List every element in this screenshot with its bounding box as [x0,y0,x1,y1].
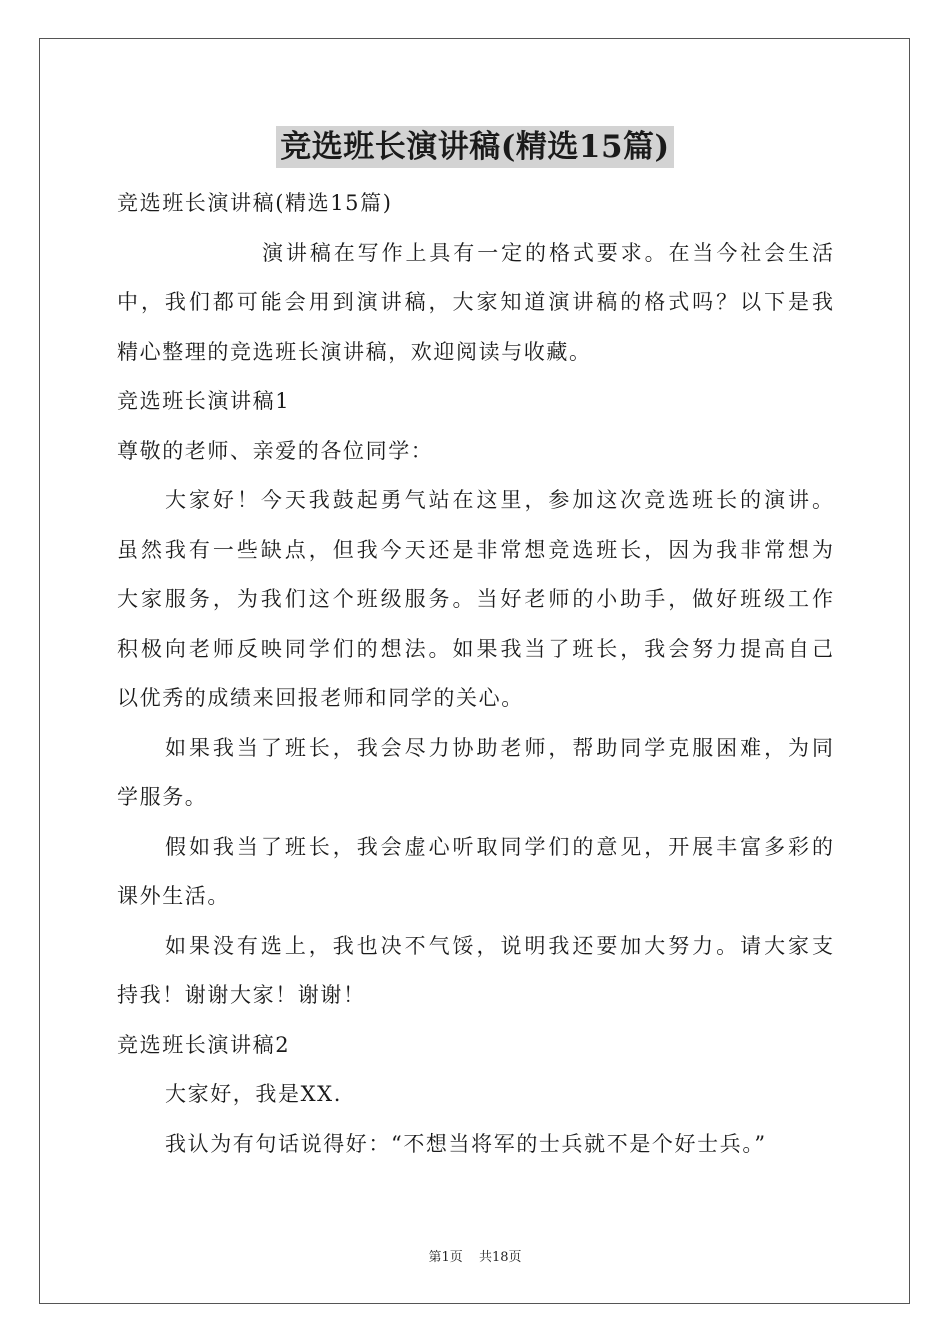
salutation-line: 尊敬的老师、亲爱的各位同学： [117,438,434,463]
section-heading-2: 竞选班长演讲稿2 [117,1032,291,1057]
paragraph-line: 我认为有句话说得好：“不想当将军的士兵就不是个好士兵。” [165,1131,767,1156]
intro-line-3: 精心整理的竞选班长演讲稿，欢迎阅读与收藏。 [117,339,592,364]
intro-line-2: 中，我们都可能会用到演讲稿，大家知道演讲稿的格式吗？以下是我 [117,290,833,314]
subtitle-line: 竞选班长演讲稿(精选15篇) [117,191,393,215]
paragraph-line: 持我！谢谢大家！谢谢！ [117,983,366,1007]
paragraph-line: 如果没有选上，我也决不气馁，说明我还要加大努力。请大家支 [165,933,833,958]
title-container [0,126,950,168]
paragraph-line: 大家好，我是XX. [165,1082,342,1106]
paragraph-line: 如果我当了班长，我会尽力协助老师，帮助同学克服困难，为同 [165,735,833,760]
page-number: 第1页 [428,1250,463,1265]
document-title: 竞选班长演讲稿(精选15篇) [276,126,673,168]
paragraph-line: 积极向老师反映同学们的想法。如果我当了班长，我会努力提高自己 [117,636,833,661]
paragraph-line: 大家好！今天我鼓起勇气站在这里，参加这次竞选班长的演讲。 [165,488,833,512]
total-pages: 共18页 [478,1250,522,1265]
document-body [117,179,833,1169]
paragraph-line: 虽然我有一些缺点，但我今天还是非常想竞选班长，因为我非常想为 [117,537,833,562]
section-heading-1: 竞选班长演讲稿1 [117,389,291,413]
page-footer [0,1246,950,1265]
paragraph-line: 以优秀的成绩来回报老师和同学的关心。 [117,686,524,710]
paragraph-line: 假如我当了班长，我会虚心听取同学们的意见，开展丰富多彩的 [165,834,833,859]
paragraph-line: 学服务。 [117,785,208,809]
intro-line-1: 演讲稿在写作上具有一定的格式要求。在当今社会生活 [262,240,833,265]
paragraph-line: 大家服务，为我们这个班级服务。当好老师的小助手，做好班级工作 [117,587,833,611]
paragraph-line: 课外生活。 [117,884,230,908]
